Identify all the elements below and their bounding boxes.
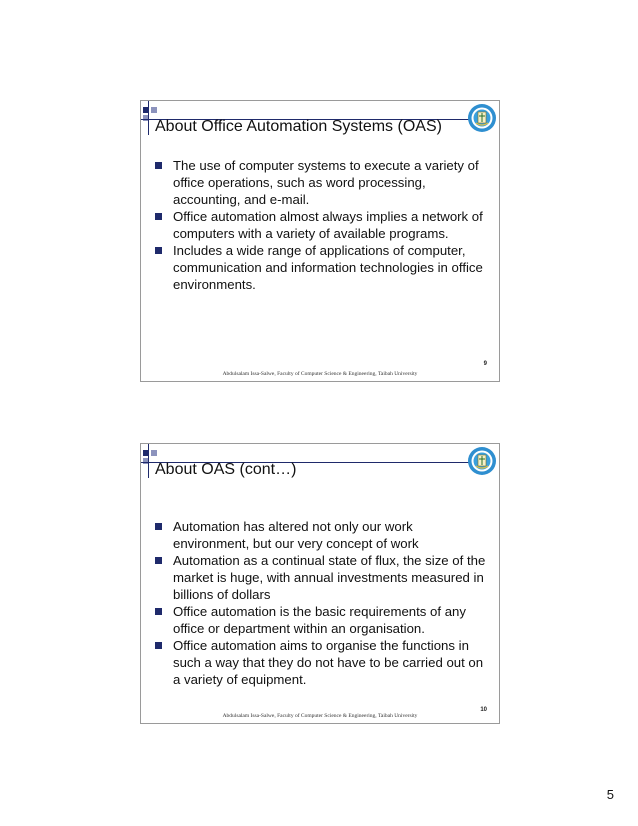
list-item: Automation as a continual state of flux, the size of the market is huge, with annual investments measured in billions of dollars bbox=[155, 552, 491, 603]
square-bullet-icon bbox=[155, 213, 162, 220]
square-bullet-icon bbox=[155, 608, 162, 615]
square-bullet-icon bbox=[155, 523, 162, 530]
university-logo-icon bbox=[467, 103, 497, 133]
page-number: 5 bbox=[606, 787, 614, 802]
list-item: Office automation is the basic requirements of any office or department within an organisation. bbox=[155, 603, 491, 637]
slide-title: About OAS (cont…) bbox=[155, 461, 297, 478]
bullet-list bbox=[155, 518, 491, 688]
slide-footer: Abdulsalam Issa-Salwe, Faculty of Computer Science & Engineering, Taibah University bbox=[222, 713, 418, 719]
list-item: Office automation aims to organise the functions in such a way that they do not have to be carried out on a variety of equipment. bbox=[155, 637, 491, 688]
slide-number: 9 bbox=[483, 361, 487, 367]
square-bullet-icon bbox=[155, 642, 162, 649]
list-item: The use of computer systems to execute a variety of office operations, such as word processing, accounting, and e-mail. bbox=[155, 157, 491, 208]
bullet-list bbox=[155, 157, 491, 293]
slide-number: 10 bbox=[480, 707, 487, 713]
slide-10 bbox=[140, 443, 500, 724]
university-logo-icon bbox=[467, 446, 497, 476]
slide-9 bbox=[140, 100, 500, 382]
list-item: Automation has altered not only our work environment, but our very concept of work bbox=[155, 518, 491, 552]
slide-title: About Office Automation Systems (OAS) bbox=[155, 118, 442, 135]
title-vertical-rule bbox=[148, 444, 149, 478]
list-item: Includes a wide range of applications of computer, communication and information technologies in office environments. bbox=[155, 242, 491, 293]
square-bullet-icon bbox=[155, 162, 162, 169]
square-bullet-icon bbox=[155, 247, 162, 254]
title-vertical-rule bbox=[148, 101, 149, 135]
slide-footer: Abdulsalam Issa-Salwe, Faculty of Computer Science & Engineering, Taibah University bbox=[222, 371, 418, 377]
square-bullet-icon bbox=[155, 557, 162, 564]
list-item: Office automation almost always implies a network of computers with a variety of available programs. bbox=[155, 208, 491, 242]
